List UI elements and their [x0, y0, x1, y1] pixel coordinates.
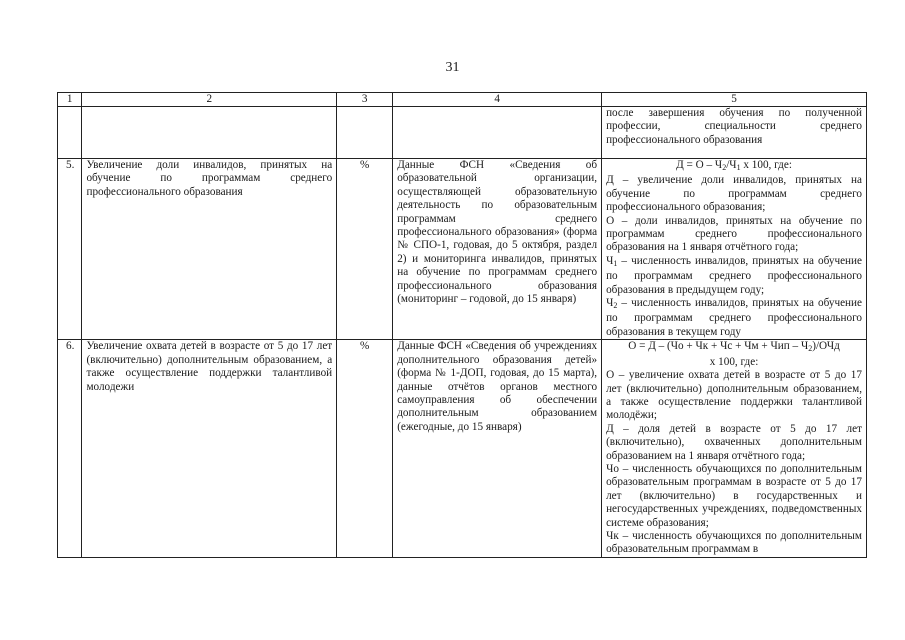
- definition: [606, 255, 862, 297]
- calculation-cell: [602, 107, 867, 159]
- header-col-2: 2: [82, 93, 337, 107]
- definition-subscript: 2: [613, 301, 618, 311]
- calculation-text: после завершения обучения по полученной профессии, специальности среднего профессионального образования: [606, 107, 862, 146]
- definition: О – доли инвалидов, принятых на обучение по программам среднего профессионального образования на 1 января отчётного года;: [606, 214, 862, 254]
- indicator-name: [82, 159, 337, 340]
- definition-subscript: 1: [613, 258, 618, 268]
- formula-subscript: 2: [722, 163, 727, 172]
- unit: %: [337, 159, 393, 340]
- formula-part: )/ОЧд: [812, 340, 840, 353]
- calculation-method: [602, 340, 867, 558]
- formula-part: Д = О – Ч: [676, 159, 723, 171]
- data-source: [393, 340, 602, 558]
- table-row-5: [58, 159, 867, 340]
- header-row: [58, 93, 867, 107]
- cell-empty: [58, 107, 82, 159]
- definition: Чк – численность обучающихся по дополнительным образовательным программам в: [606, 529, 862, 556]
- definition-text: – численность инвалидов, принятых на обучение по программам среднего профессионального образования в текущем году: [606, 297, 862, 338]
- data-source: [393, 159, 602, 340]
- header-col-5: 5: [602, 93, 867, 107]
- formula-part: О = Д – (Чо + Чк + Чс + Чм + Чип – Ч: [628, 340, 809, 353]
- calculation-method: [602, 159, 867, 340]
- definition: Д – доля детей в возрасте от 5 до 17 лет (включительно), охваченных дополнительным образованием на 1 января отчётного года;: [606, 422, 862, 462]
- indicators-table: [57, 92, 867, 558]
- formula-part: х 100, где:: [740, 159, 792, 171]
- row-number: 6.: [58, 340, 82, 558]
- formula: [606, 159, 862, 174]
- header-col-3: 3: [337, 93, 393, 107]
- source-text: Данные ФСН «Сведения об образовательной организации, осуществляющей образовательную деятельность по образовательным программам среднего профессионального образования» (форма № СПО-1, годовая, до 5 октября, раздел 2) и мониторинга инвалидов, принятых на обучение по программам среднего профессионального образования (мониторинг – годовой, до 15 января): [397, 159, 598, 306]
- indicator-name: [82, 340, 337, 558]
- formula-subscript: 2: [808, 344, 813, 354]
- formula-part: /Ч: [726, 159, 737, 171]
- cell-empty: [393, 107, 602, 159]
- source-text: Данные ФСН «Сведения об учреждениях дополнительного образования детей» (форма № 1-ДОП, годовая, до 15 марта), данные отчётов органов местного самоуправления об обеспечении дополнительным образованием (ежегодные, до 15 января): [397, 340, 598, 433]
- header-col-4: 4: [393, 93, 602, 107]
- page-number: 31: [445, 60, 460, 75]
- header-col-1: 1: [58, 93, 82, 107]
- definition: [606, 297, 862, 339]
- formula-part: х 100, где:: [709, 355, 759, 368]
- row-number: 5.: [58, 159, 82, 340]
- definition-text: – численность инвалидов, принятых на обучение по программам среднего профессионального образования в предыдущем году;: [606, 254, 862, 296]
- indicator-text: Увеличение охвата детей в возрасте от 5 до 17 лет (включительно) дополнительным образованием, а также осуществление поддержки талантливой молодежи: [86, 340, 333, 393]
- definition: О – увеличение охвата детей в возрасте от 5 до 17 лет (включительно) дополнительным образованием, а также осуществление поддержки талантливой молодёжи;: [606, 369, 862, 422]
- table-row-6: [58, 340, 867, 558]
- formula: [606, 340, 862, 355]
- cell-empty: [82, 107, 337, 159]
- table-row-continuation: [58, 107, 867, 159]
- formula-subscript: 1: [736, 163, 741, 172]
- definition: Чо – численность обучающихся по дополнительным образовательным программам в возрасте от 5 до 17 лет (включительно) в государственных и негосударственных учреждениях, подведомственных системе образования;: [606, 462, 862, 529]
- definition-symbol: Ч: [606, 254, 614, 267]
- indicator-text: Увеличение доли инвалидов, принятых на обучение по программам среднего профессионального образования: [86, 159, 333, 198]
- cell-empty: [337, 107, 393, 159]
- definition: Д – увеличение доли инвалидов, принятых на обучение по программам среднего профессионального образования;: [606, 174, 862, 214]
- unit: %: [337, 340, 393, 558]
- definition-symbol: Ч: [606, 297, 614, 310]
